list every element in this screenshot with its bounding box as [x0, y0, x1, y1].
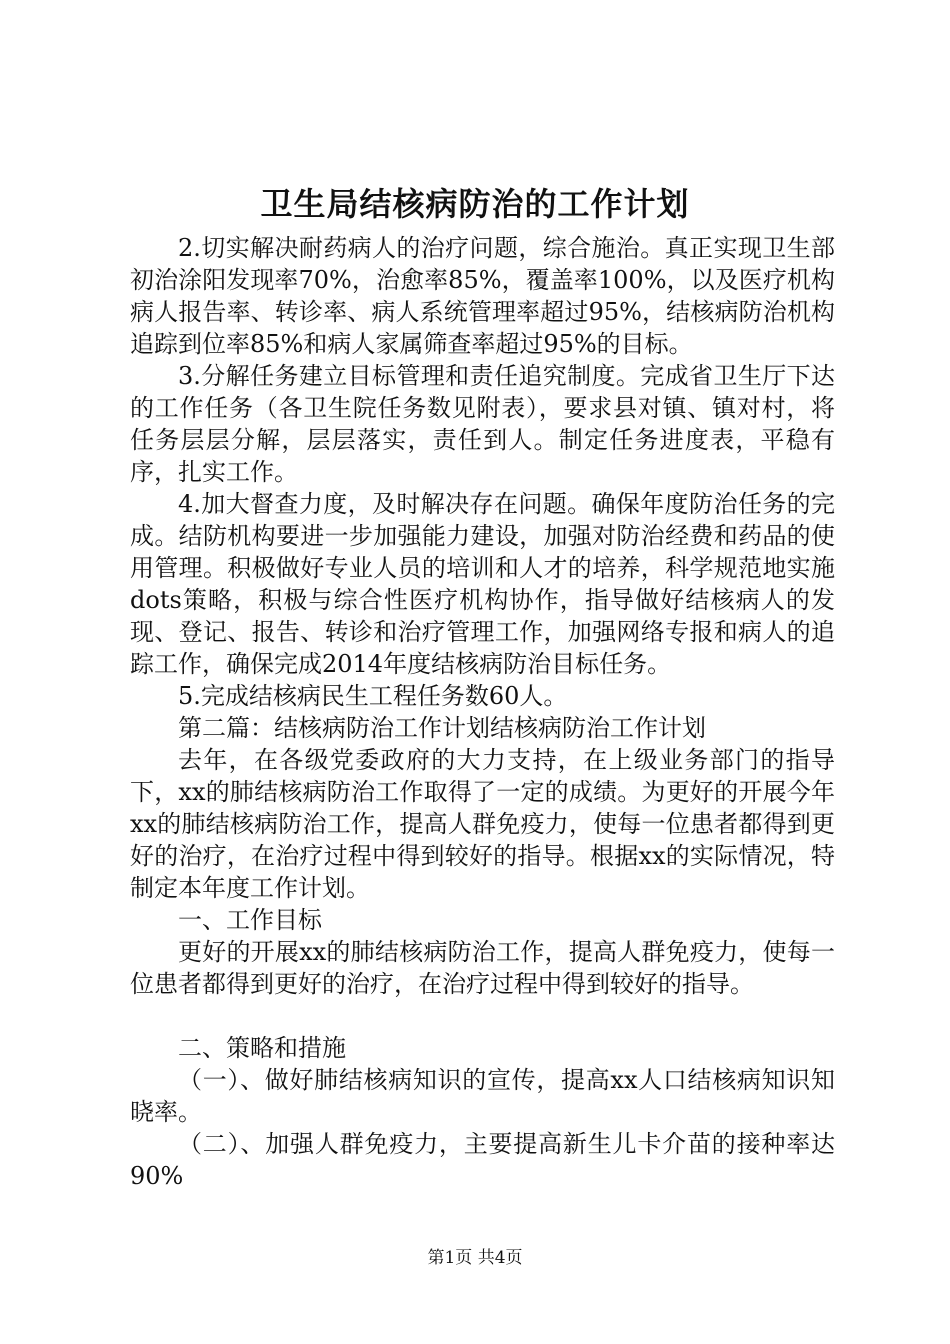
paragraph: 3.分解任务建立目标管理和责任追究制度。完成省卫生厅下达的工作任务（各卫生院任务数见附表），要求县对镇、镇对村，将任务层层分解，层层落实，责任到人。制定任务进度表，平稳有序，扎实工作。	[130, 362, 835, 486]
document-title: 卫生局结核病防治的工作计划	[260, 185, 690, 223]
page-number: 第1页 共4页	[427, 1248, 523, 1268]
paragraph: 去年，在各级党委政府的大力支持，在上级业务部门的指导下，xx的肺结核病防治工作取得了一定的成绩。为更好的开展今年xx的肺结核病防治工作，提高人群免疫力，使每一位患者都得到更好的治疗，在治疗过程中得到较好的指导。根据xx的实际情况，特制定本年度工作计划。	[130, 746, 835, 902]
section-heading: 第二篇：结核病防治工作计划结核病防治工作计划	[178, 714, 706, 742]
paragraph: 4.加大督查力度，及时解决存在问题。确保年度防治任务的完成。结防机构要进一步加强能力建设，加强对防治经费和药品的使用管理。积极做好专业人员的培训和人才的培养，科学规范地实施dots策略，积极与综合性医疗机构协作，指导做好结核病人的发现、登记、报告、转诊和治疗管理工作，加强网络专报和病人的追踪工作，确保完成2014年度结核病防治目标任务。	[130, 490, 835, 678]
paragraph: （二）、加强人群免疫力，主要提高新生儿卡介苗的接种率达90%	[130, 1130, 835, 1190]
document-body	[130, 232, 835, 1192]
blank-line	[130, 1000, 835, 1032]
section-heading: 二、策略和措施	[178, 1034, 346, 1062]
section-heading: 一、工作目标	[178, 906, 322, 934]
paragraph: 更好的开展xx的肺结核病防治工作，提高人群免疫力，使每一位患者都得到更好的治疗，在治疗过程中得到较好的指导。	[130, 938, 835, 998]
paragraph: 5.完成结核病民生工程任务数60人。	[178, 682, 568, 710]
paragraph: 2.切实解决耐药病人的治疗问题，综合施治。真正实现卫生部初治涂阳发现率70%，治愈率85%，覆盖率100%，以及医疗机构病人报告率、转诊率、病人系统管理率超过95%，结核病防治机构追踪到位率85%和病人家属筛查率超过95%的目标。	[130, 234, 835, 358]
paragraph: （一）、做好肺结核病知识的宣传，提高xx人口结核病知识知晓率。	[130, 1066, 835, 1126]
